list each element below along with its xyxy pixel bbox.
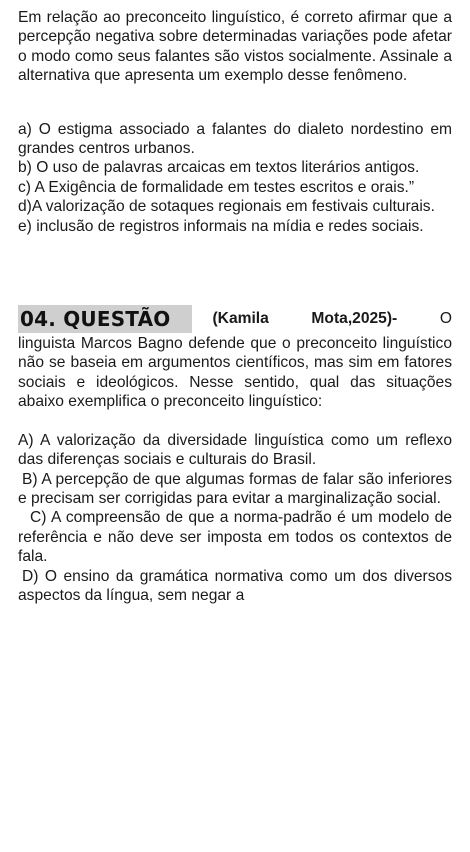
- option-B: B) A percepção de que algumas formas de falar são inferiores e precisam ser corrigidas para evitar a marginalização social.: [18, 470, 452, 507]
- document-page: [18, 8, 452, 605]
- question-source: [212, 310, 452, 328]
- spacer: [18, 412, 452, 431]
- previous-question-stem: Em relação ao preconceito linguístico, é correto afirmar que a percepção negativa sobre determinadas variações pode afetar o modo como seus falantes são vistos socialmente. Assinale a alternativa que apresenta um exemplo desse fenômeno.: [18, 9, 452, 85]
- previous-question-options: [18, 120, 452, 236]
- question-stem-start: O: [439, 310, 452, 328]
- question-number-badge: 04. QUESTÃO: [18, 305, 192, 333]
- option-d: d)A valorização de sotaques regionais em festivais culturais.: [18, 198, 435, 216]
- spacer: [18, 86, 452, 120]
- option-C: C) A compreensão de que a norma-padrão é um modelo de referência e não deve ser imposta em todos os contextos de fala.: [18, 509, 452, 566]
- question-options: [18, 431, 452, 606]
- option-e: e) inclusão de registros informais na mídia e redes sociais.: [18, 217, 424, 235]
- option-D: D) O ensino da gramática normativa como um dos diversos aspectos da língua, sem negar a: [18, 567, 452, 604]
- spacer: [18, 236, 452, 305]
- option-a: a) O estigma associado a falantes do dialeto nordestino em grandes centros urbanos.: [18, 120, 452, 158]
- question-header: [18, 305, 452, 333]
- option-A: A) A valorização da diversidade linguística como um reflexo das diferenças sociais e culturais do Brasil.: [18, 431, 452, 469]
- option-c: c) A Exigência de formalidade em testes escritos e orais.”: [18, 178, 415, 196]
- question-source-text: (Kamila Mota,2025)-: [212, 310, 398, 328]
- option-b: b) O uso de palavras arcaicas em textos literários antigos.: [18, 159, 420, 177]
- question-stem: linguista Marcos Bagno defende que o preconceito linguístico não se baseia em argumentos científicos, mas sim em fatores sociais e ideológicos. Nesse sentido, qual das situações abaixo exemplifica o preconceito linguístico:: [18, 335, 452, 411]
